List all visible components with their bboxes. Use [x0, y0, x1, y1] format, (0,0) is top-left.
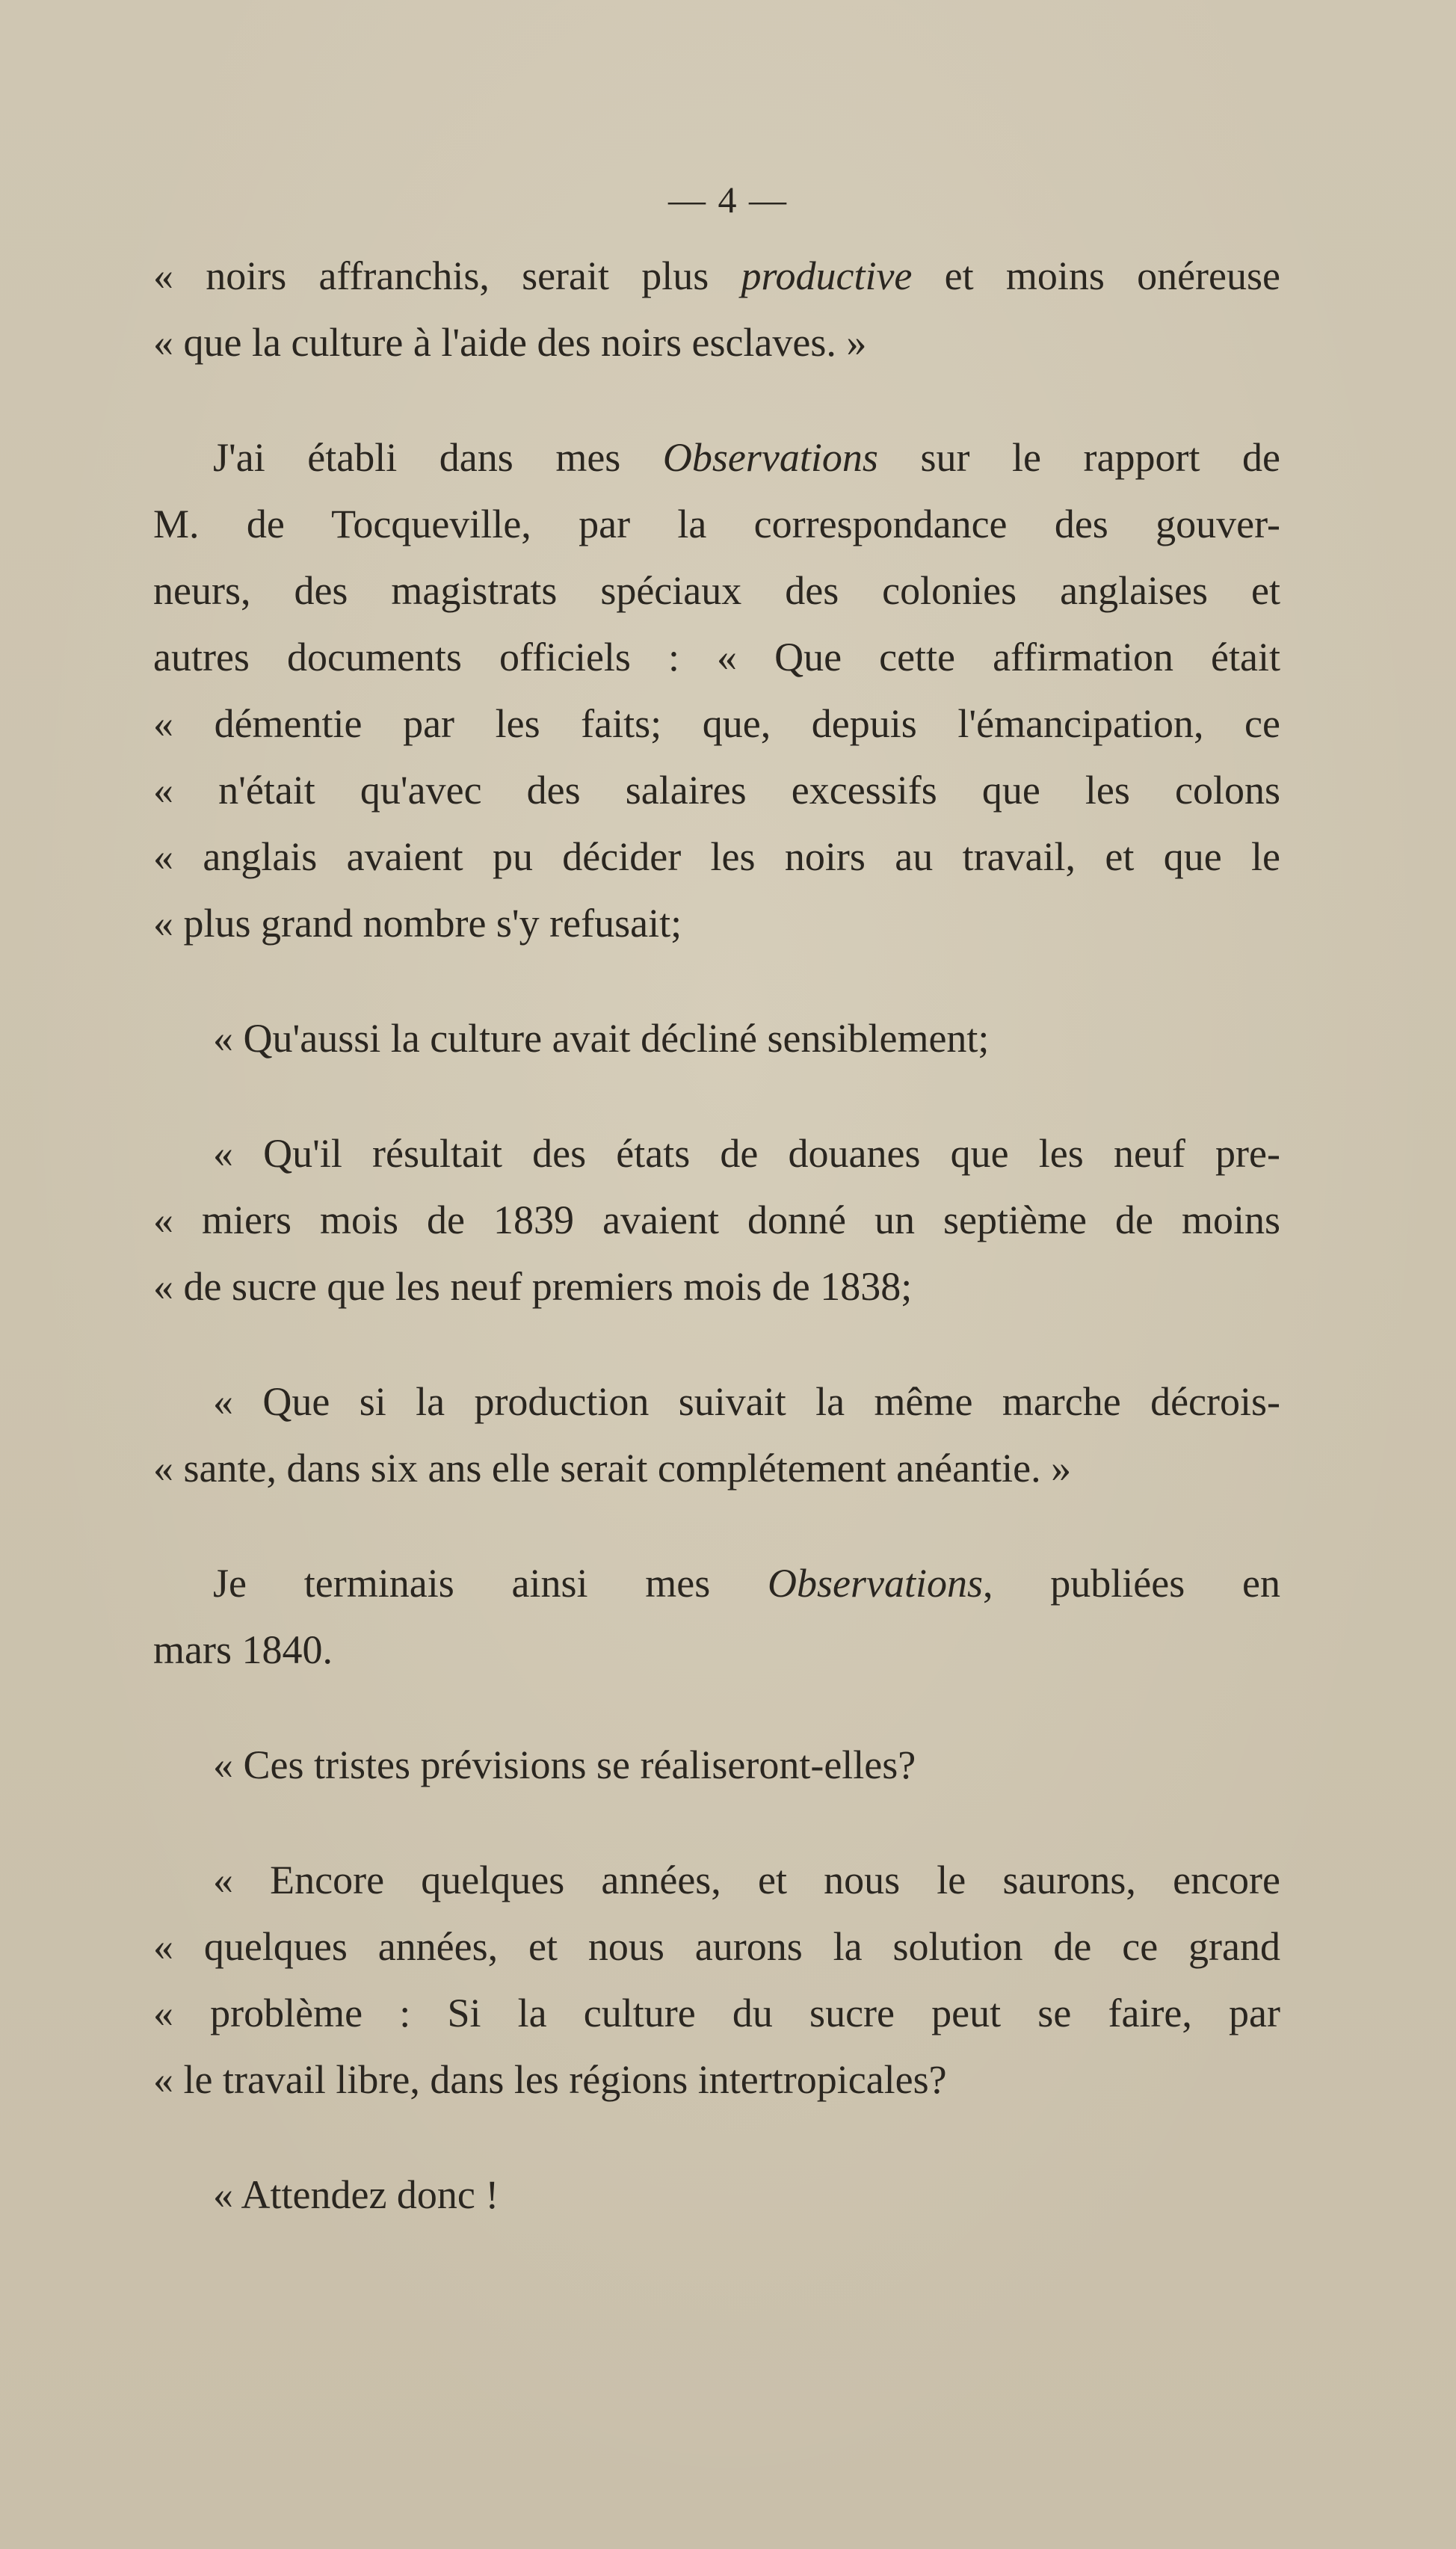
- text-line: « Qu'il résultait des états de douanes que les neuf pre-: [213, 1131, 1280, 1176]
- paragraph: [153, 425, 1280, 957]
- paragraph: [153, 1121, 1280, 1320]
- text-line: « anglais avaient pu décider les noirs au travail, et que le: [153, 834, 1280, 879]
- text-line: « miers mois de 1839 avaient donné un septième de moins: [153, 1198, 1280, 1242]
- text-line: J'ai établi dans mes Observations sur le rapport de: [213, 435, 1280, 480]
- text-line: « démentie par les faits; que, depuis l'émancipation, ce: [153, 701, 1280, 746]
- text-line: « Qu'aussi la culture avait décliné sensiblement;: [213, 1016, 990, 1061]
- paragraph: [153, 1369, 1280, 1502]
- paragraph: [153, 243, 1280, 376]
- paragraph: [153, 1550, 1280, 1683]
- text-line: « que la culture à l'aide des noirs esclaves. »: [153, 320, 867, 365]
- text-line: neurs, des magistrats spéciaux des colonies anglaises et: [153, 568, 1280, 613]
- text-line: « quelques années, et nous aurons la solution de ce grand: [153, 1924, 1280, 1969]
- text-line: Je terminais ainsi mes Observations, publiées en: [213, 1561, 1280, 1606]
- paragraph: [153, 1847, 1280, 2113]
- text-line: « sante, dans six ans elle serait complétement anéantie. »: [153, 1446, 1072, 1491]
- paragraph: [153, 1732, 1280, 1799]
- text-line: « Ces tristes prévisions se réaliseront-elles?: [213, 1742, 916, 1787]
- text-line: « de sucre que les neuf premiers mois de 1838;: [153, 1264, 913, 1309]
- paragraph: [153, 1005, 1280, 1072]
- text-line: M. de Tocqueville, par la correspondance des gouver-: [153, 502, 1280, 546]
- italic-term: Observations: [662, 435, 878, 480]
- text-line: « Que si la production suivait la même marche décrois-: [213, 1379, 1280, 1424]
- page-number: — 4 —: [668, 179, 788, 221]
- paragraph: [153, 2162, 1280, 2228]
- text-line: « problème : Si la culture du sucre peut se faire, par: [153, 1991, 1280, 2035]
- italic-term: productive: [741, 253, 913, 298]
- body-text: [153, 243, 1280, 2228]
- text-line: « le travail libre, dans les régions intertropicales?: [153, 2057, 947, 2102]
- text-line: « noirs affranchis, serait plus productive et moins onéreuse: [153, 253, 1280, 298]
- text-line: autres documents officiels : « Que cette affirmation était: [153, 635, 1280, 679]
- italic-term: Observations: [768, 1561, 983, 1606]
- text-line: « n'était qu'avec des salaires excessifs que les colons: [153, 768, 1280, 813]
- text-line: « Encore quelques années, et nous le saurons, encore: [213, 1858, 1280, 1902]
- text-line: mars 1840.: [153, 1627, 333, 1672]
- text-line: « Attendez donc !: [213, 2172, 499, 2217]
- text-line: « plus grand nombre s'y refusait;: [153, 901, 682, 946]
